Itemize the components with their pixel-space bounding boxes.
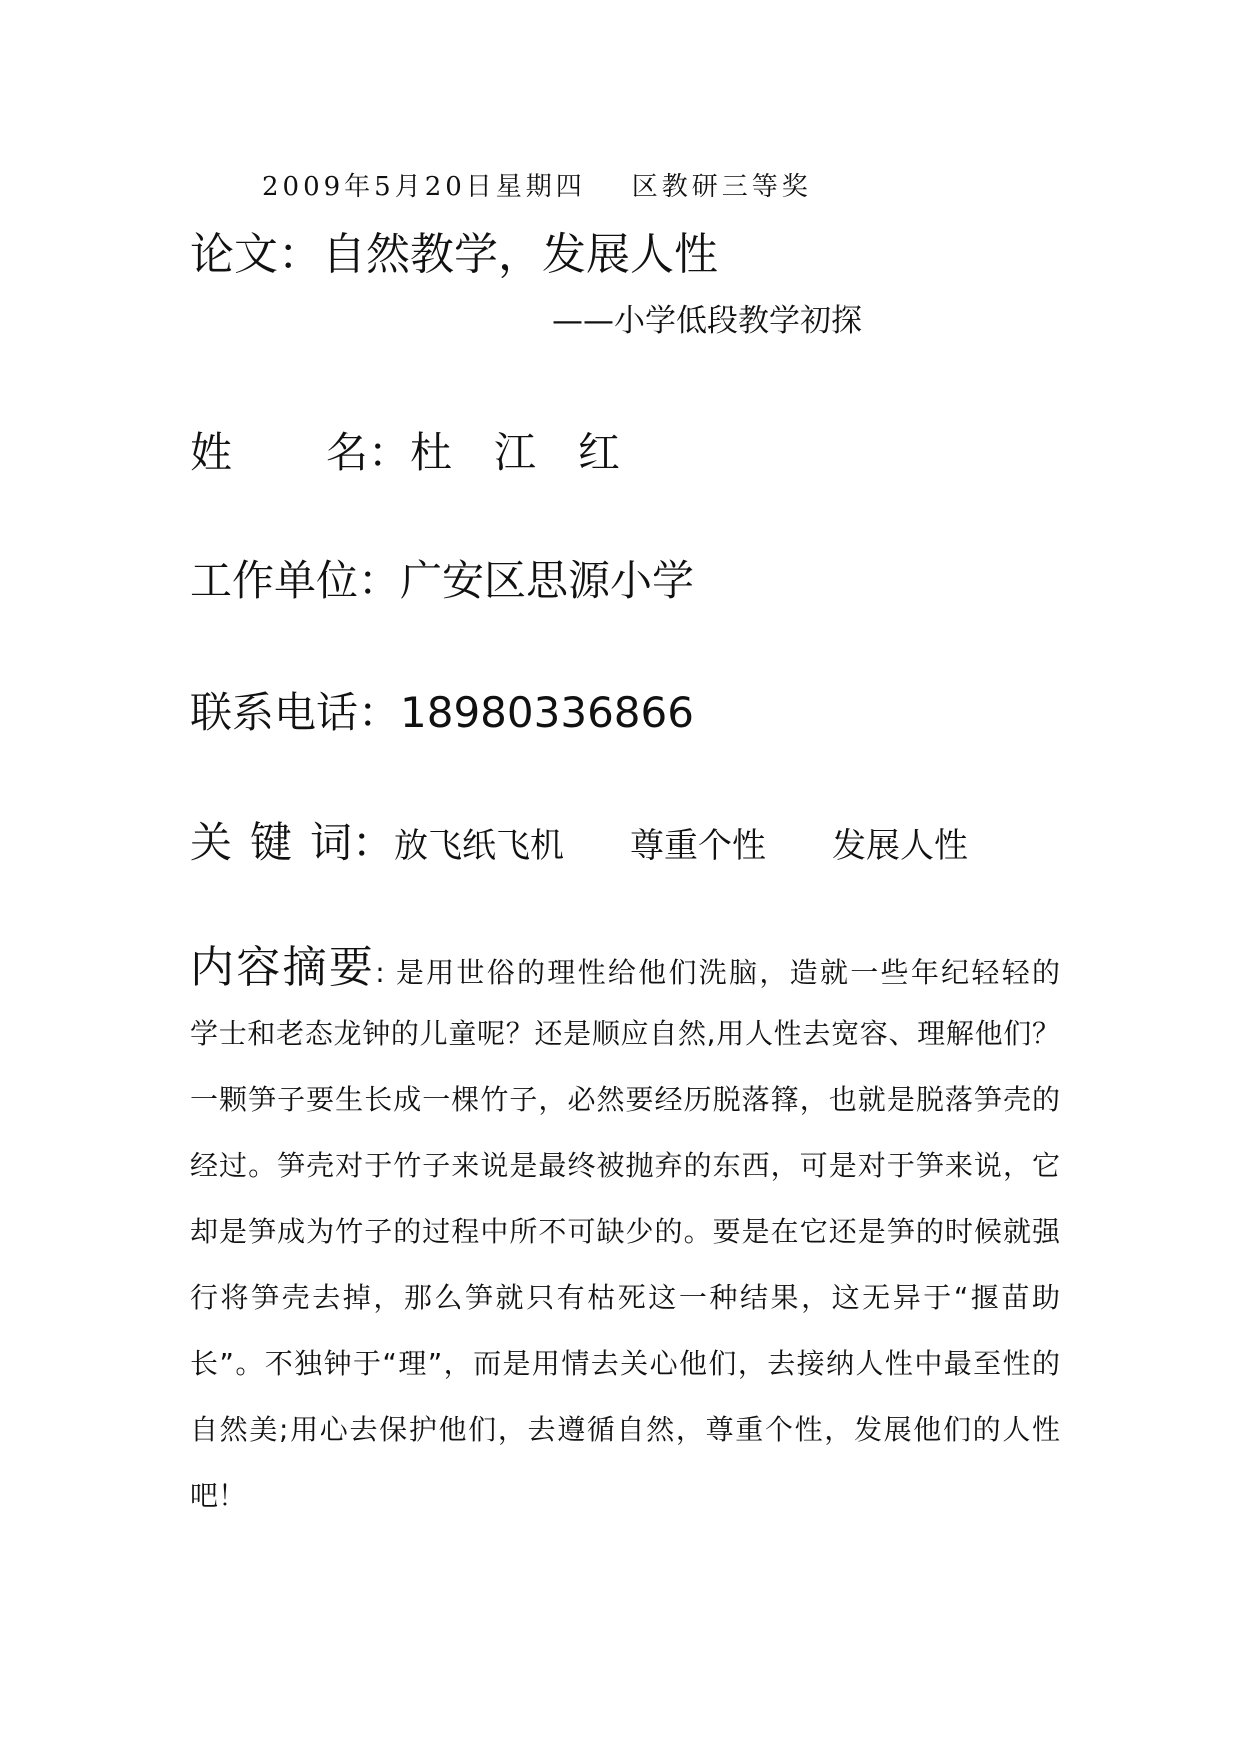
paper-title: 论文：自然教学，发展人性 [190, 229, 718, 280]
abstract [190, 935, 1060, 1529]
abstract-line: 却是笋成为竹子的过程中所不可缺少的。要是在它还是笋的时候就强 [190, 1215, 1060, 1248]
abstract-line: 长”。不独钟于“理”，而是用情去关心他们，去接纳人性中最至性的 [190, 1347, 1060, 1380]
keywords-label-char: 关 [190, 818, 233, 867]
phone-label: 联系电话： [190, 688, 401, 737]
abstract-line: 一颗笋子要生长成一棵竹子，必然要经历脱落箨，也就是脱落笋壳的 [190, 1083, 1060, 1116]
abstract-line: 自然美;用心去保护他们，去遵循自然，尊重个性，发展他们的人性 [190, 1413, 1060, 1446]
keywords-label-char: 键 [250, 818, 293, 867]
phone-row [190, 680, 694, 740]
keywords-label-char: 词： [310, 818, 395, 867]
paper-subtitle: ——小学低段教学初探 [552, 303, 862, 339]
abstract-line: 学士和老态龙钟的儿童呢？还是顺应自然,用人性去宽容、理解他们？ [190, 1017, 1060, 1050]
author-name [410, 428, 620, 477]
author-name-row [190, 420, 620, 480]
keyword-item: 发展人性 [832, 826, 969, 866]
abstract-line: 吧！ [190, 1479, 247, 1512]
work-unit-value: 广安区思源小学 [400, 556, 695, 605]
abstract-label: 内容摘要 [190, 942, 376, 993]
award-text: 区教研三等奖 [631, 172, 812, 202]
keywords-label [190, 818, 394, 867]
author-name-char: 红 [578, 428, 621, 477]
header-line [262, 166, 812, 203]
abstract-line: 经过。笋壳对于竹子来说是最终被抛弃的东西，可是对于笋来说，它 [190, 1149, 1060, 1182]
phone-value: 18980336866 [400, 688, 694, 737]
keyword-item: 放飞纸飞机 [394, 826, 565, 866]
author-name-char: 江 [494, 428, 537, 477]
abstract-text: : 是用世俗的理性给他们洗脑，造就一些年纪轻轻的 [375, 956, 1061, 989]
keywords-list [394, 826, 968, 866]
work-unit-row [190, 548, 694, 608]
author-name-char: 杜 [410, 428, 453, 477]
abstract-line: 行将笋壳去掉，那么笋就只有枯死这一种结果，这无异于“揠苗助 [190, 1281, 1060, 1314]
keyword-item: 尊重个性 [630, 826, 767, 866]
work-unit-label: 工作单位： [190, 556, 401, 605]
abstract-line [190, 935, 1060, 1001]
keywords-row [190, 810, 968, 870]
name-label-first: 姓 [190, 428, 233, 477]
document-date: 2009年5月20日星期四 [262, 172, 586, 202]
name-label-second: 名： [326, 428, 411, 477]
